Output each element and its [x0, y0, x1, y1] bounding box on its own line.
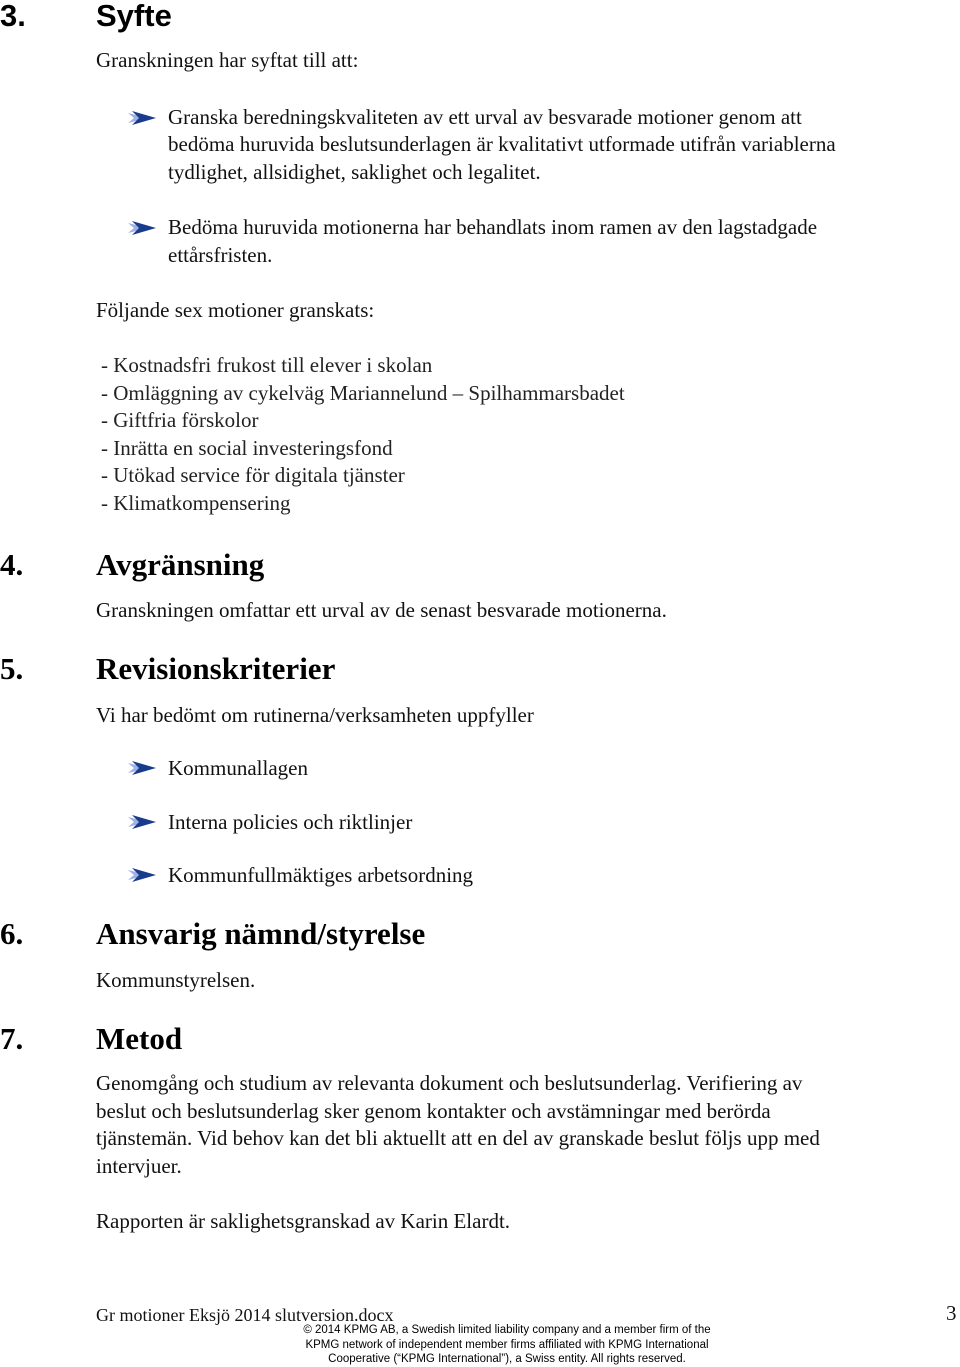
section-title: Avgränsning — [96, 547, 265, 582]
section-title: Metod — [96, 1021, 183, 1056]
list-item: - Omläggning av cykelväg Mariannelund – Spilhammarsbadet — [101, 380, 625, 405]
section-6-heading — [0, 916, 600, 952]
copyright-line: KPMG network of independent member firms affiliated with KPMG International — [305, 1338, 709, 1351]
review-note: Rapporten är saklighetsgranskad av Karin Elardt. — [96, 1209, 511, 1233]
section-number: 7. — [0, 1021, 24, 1056]
section-title: Revisionskriterier — [96, 651, 336, 686]
bullet-text: Kommunallagen — [168, 756, 308, 780]
section-number: 5. — [0, 651, 24, 686]
motions-list — [101, 352, 625, 518]
section-7-heading — [0, 1021, 400, 1057]
bullet-line: tydlighet, allsidighet, saklighet och legalitet. — [168, 160, 541, 184]
motions-intro: Följande sex motioner granskats: — [96, 298, 375, 322]
arrow-bullet-icon — [128, 761, 156, 775]
list-item: - Utökad service för digitala tjänster — [101, 463, 405, 488]
paragraph-line: tjänstemän. Vid behov kan det bli aktuellt att en del av granskade beslut följs upp med — [96, 1126, 820, 1151]
copyright-line: Cooperative (“KPMG International”), a Swiss entity. All rights reserved. — [328, 1353, 686, 1365]
page-number: 3 — [946, 1301, 957, 1325]
section-4-text: Granskningen omfattar ett urval av de senast besvarade motionerna. — [96, 598, 667, 622]
section-number: 4. — [0, 547, 24, 582]
list-item: - Giftfria förskolor — [101, 408, 259, 433]
bullet-line: Bedöma huruvida motionerna har behandlats inom ramen av den lagstadgade — [168, 215, 818, 239]
arrow-bullet-icon — [128, 221, 156, 235]
bullet-line: Granska beredningskvaliteten av ett urval av besvarade motioner genom att — [168, 105, 802, 129]
bullet-continuation — [168, 241, 272, 269]
arrow-bullet-icon — [128, 815, 156, 829]
paragraph-line: beslut och beslutsunderlag sker genom kontakter och avstämningar med berörda — [96, 1098, 771, 1123]
copyright-line: © 2014 KPMG AB, a Swedish limited liability company and a member firm of the — [303, 1324, 711, 1336]
paragraph-line: intervjuer. — [96, 1153, 182, 1178]
arrow-bullet-icon — [128, 111, 156, 125]
list-item: - Inrätta en social investeringsfond — [101, 435, 393, 460]
paragraph-line: Genomgång och studium av relevanta dokument och beslutsunderlag. Verifiering av — [96, 1071, 803, 1095]
method-paragraph — [96, 1070, 926, 1180]
section-5-intro: Vi har bedömt om rutinerna/verksamheten uppfyller — [96, 703, 534, 727]
section-3-heading — [0, 0, 400, 34]
arrow-bullet-icon — [128, 868, 156, 882]
footer-copyright — [272, 1323, 742, 1367]
section-5-heading — [0, 651, 500, 687]
list-item: - Kostnadsfri frukost till elever i skolan — [101, 353, 433, 377]
section-4-heading — [0, 547, 500, 583]
bullet-text — [168, 103, 802, 132]
section-number: 6. — [0, 916, 24, 951]
bullet-continuation — [168, 130, 836, 186]
footer-filename: Gr motioner Eksjö 2014 slutversion.docx — [96, 1305, 394, 1325]
bullet-text: Interna policies och riktlinjer — [168, 810, 413, 834]
section-6-text: Kommunstyrelsen. — [96, 968, 256, 992]
bullet-line: bedöma huruvida beslutsunderlagen är kvalitativt utformade utifrån variablerna — [168, 132, 836, 156]
bullet-text — [168, 213, 817, 242]
section-number: 3. — [0, 0, 26, 33]
section-title: Syfte — [96, 0, 172, 33]
bullet-text: Kommunfullmäktiges arbetsordning — [168, 863, 474, 887]
bullet-line: ettårsfristen. — [168, 243, 273, 267]
list-item: - Klimatkompensering — [101, 490, 291, 515]
section-title: Ansvarig nämnd/styrelse — [96, 916, 426, 951]
section-3-intro: Granskningen har syftat till att: — [96, 48, 359, 72]
